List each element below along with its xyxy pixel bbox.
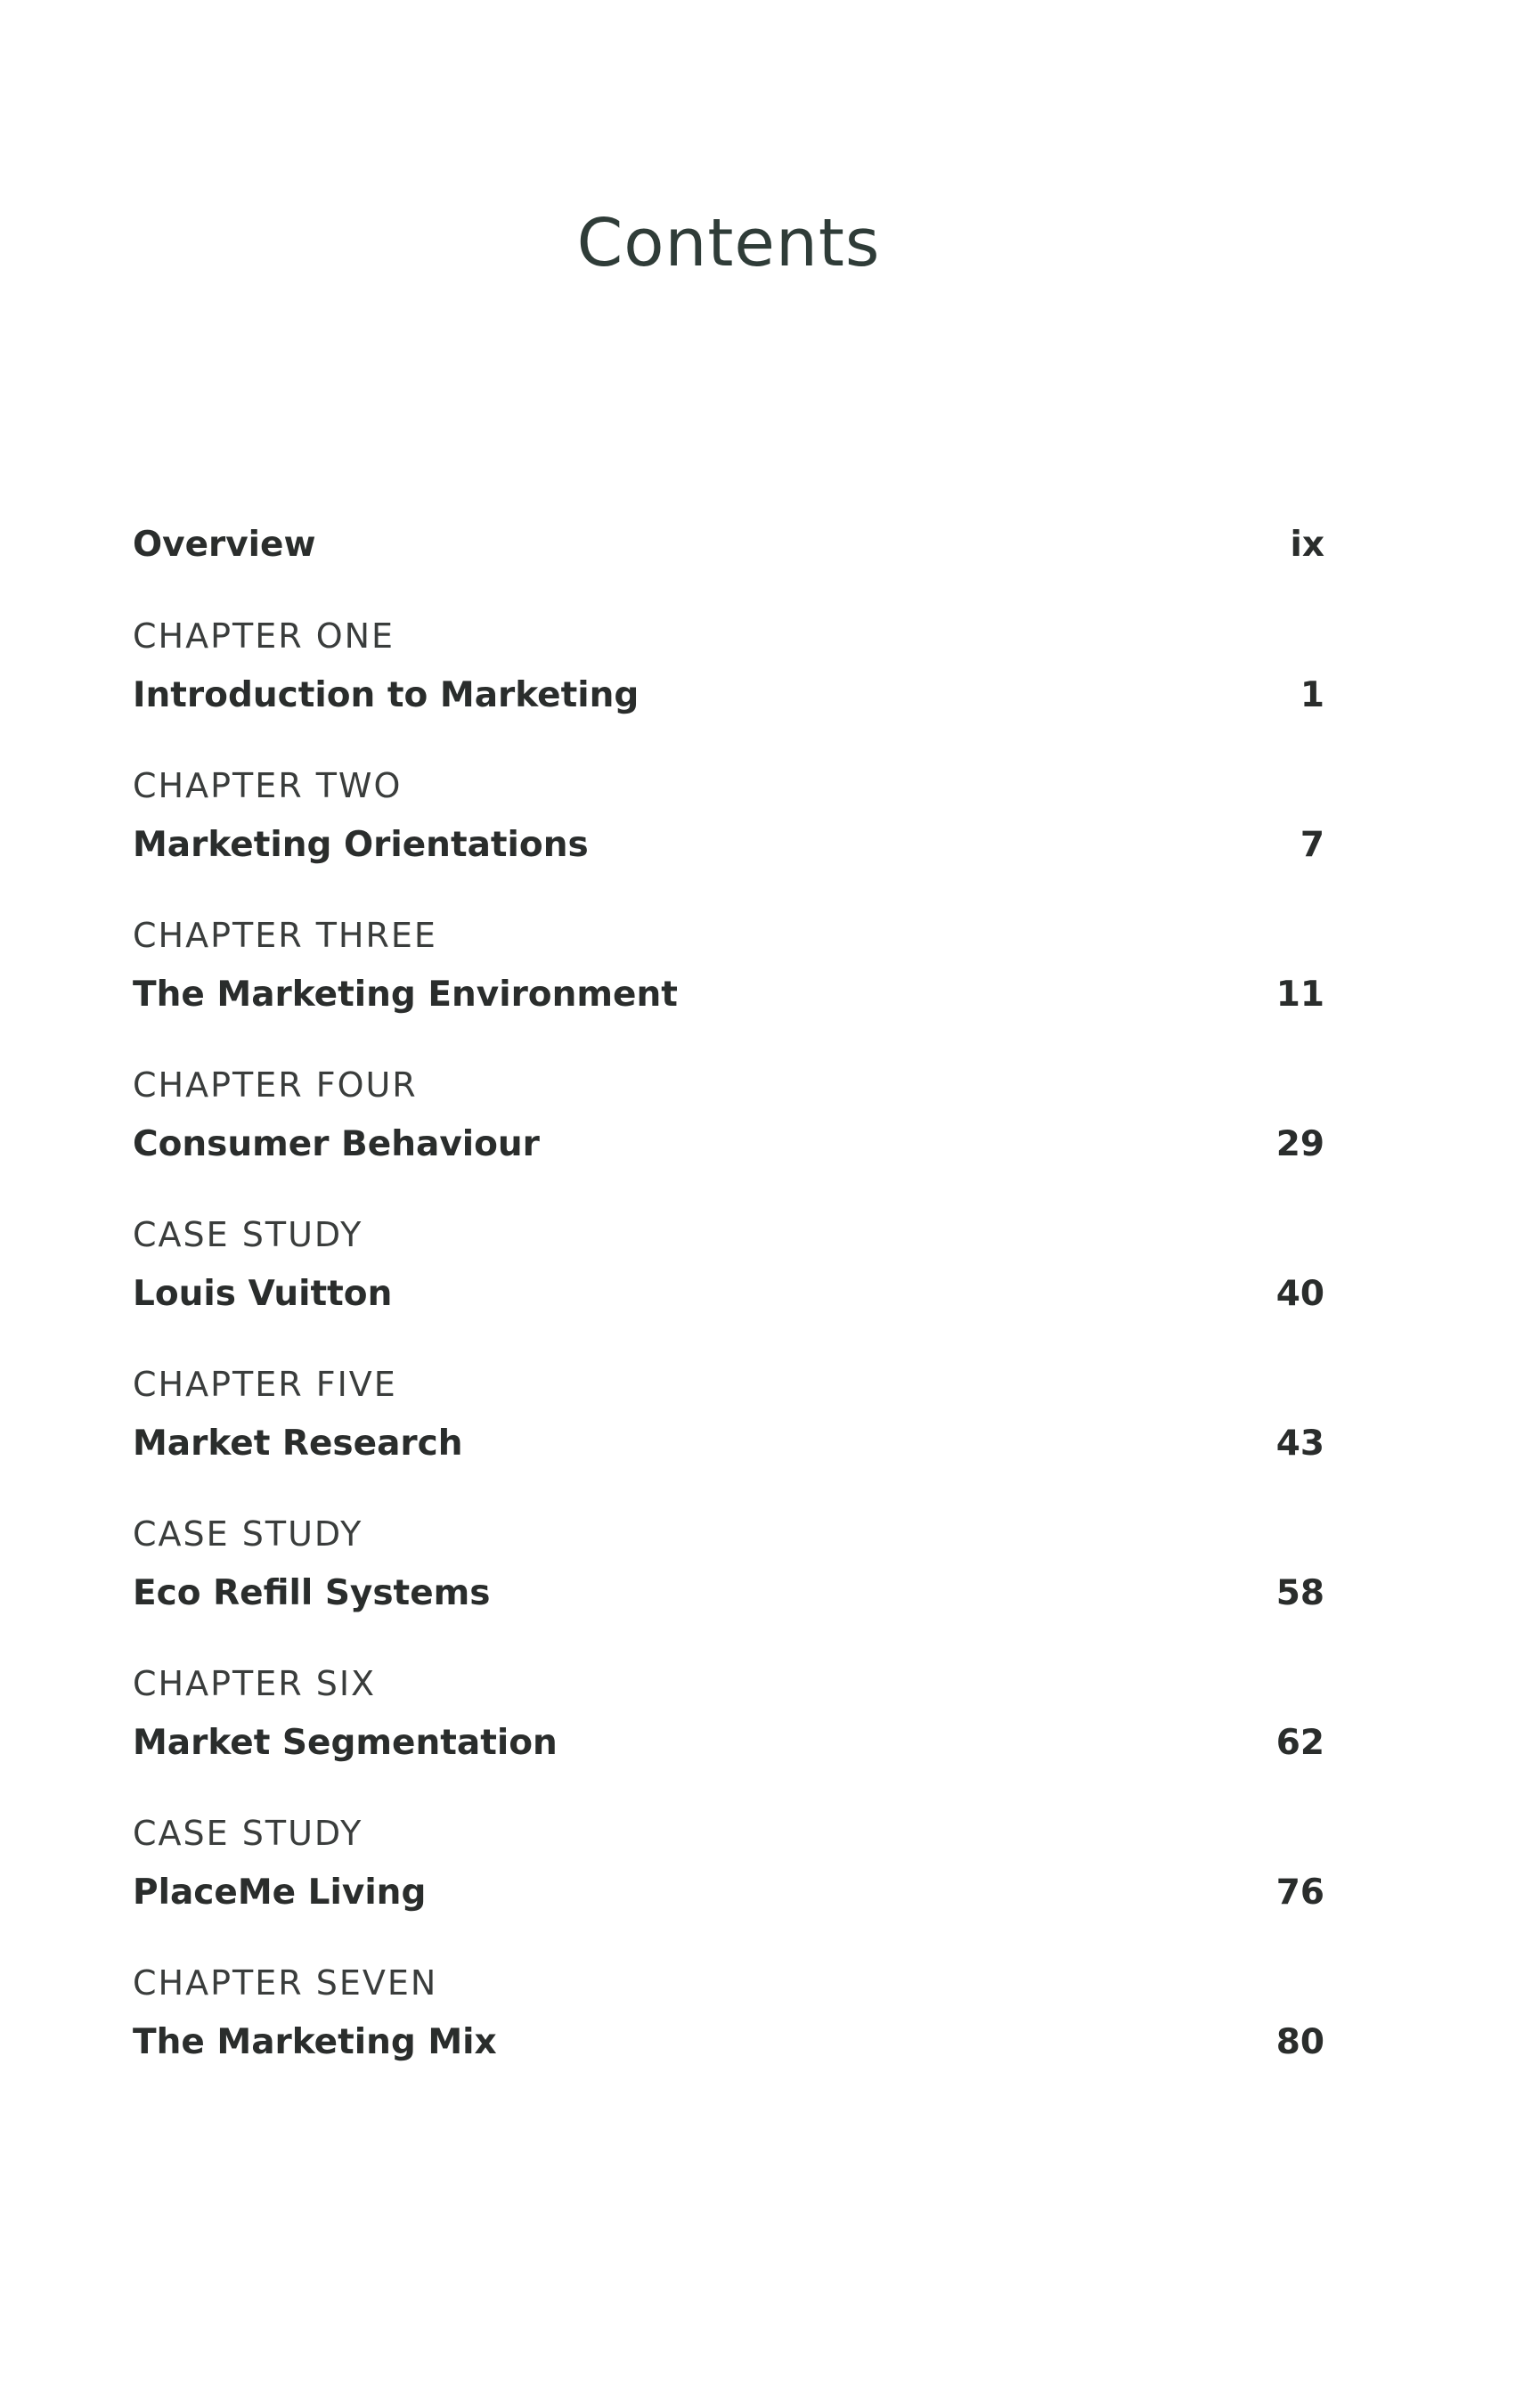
toc-entry-label bbox=[133, 1811, 1324, 1856]
entry-title: Louis Vuitton bbox=[133, 1274, 393, 1314]
toc-entry[interactable] bbox=[133, 673, 1324, 718]
entry-title: Market Segmentation bbox=[133, 1723, 558, 1763]
entry-page-number: 80 bbox=[1275, 2022, 1324, 2062]
chapter-label: CHAPTER SEVEN bbox=[133, 1963, 438, 2003]
chapter-label: CHAPTER SIX bbox=[133, 1664, 377, 1703]
entry-page-number: 29 bbox=[1275, 1124, 1324, 1164]
toc-entry-label bbox=[133, 1212, 1324, 1257]
entry-title: The Marketing Environment bbox=[133, 975, 678, 1015]
chapter-label: CHAPTER THREE bbox=[133, 916, 437, 955]
entry-page-number: 43 bbox=[1275, 1424, 1324, 1464]
entry-page-number: 58 bbox=[1275, 1573, 1324, 1613]
toc-entry[interactable] bbox=[133, 1272, 1324, 1317]
toc-entry-label bbox=[133, 1661, 1324, 1706]
toc-entry[interactable] bbox=[133, 1122, 1324, 1167]
toc-entry[interactable] bbox=[133, 2020, 1324, 2065]
toc-entry-label bbox=[133, 913, 1324, 958]
toc-entry[interactable] bbox=[133, 1422, 1324, 1466]
toc-entry-label bbox=[133, 1362, 1324, 1407]
toc-entry[interactable] bbox=[133, 823, 1324, 868]
entry-page-number: ix bbox=[1290, 525, 1324, 565]
entry-title: Market Research bbox=[133, 1424, 463, 1464]
chapter-label: CHAPTER ONE bbox=[133, 616, 395, 656]
chapter-label: CHAPTER FIVE bbox=[133, 1365, 397, 1404]
page-title: Contents bbox=[576, 205, 881, 281]
toc-entry[interactable] bbox=[133, 1871, 1324, 1915]
entry-title: Introduction to Marketing bbox=[133, 675, 640, 715]
entry-page-number: 1 bbox=[1300, 675, 1324, 715]
entry-title: Consumer Behaviour bbox=[133, 1124, 540, 1164]
entry-page-number: 7 bbox=[1300, 825, 1324, 865]
toc-entry-label bbox=[133, 614, 1324, 658]
chapter-label: CASE STUDY bbox=[133, 1514, 363, 1554]
toc-entry-label bbox=[133, 1063, 1324, 1107]
toc-entry[interactable] bbox=[133, 973, 1324, 1017]
toc-entry-label bbox=[133, 1512, 1324, 1556]
chapter-label: CHAPTER FOUR bbox=[133, 1065, 418, 1105]
entry-title: The Marketing Mix bbox=[133, 2022, 497, 2062]
toc-entry[interactable] bbox=[133, 1721, 1324, 1766]
entry-title: Overview bbox=[133, 525, 316, 565]
entry-page-number: 40 bbox=[1275, 1274, 1324, 1314]
chapter-label: CASE STUDY bbox=[133, 1215, 363, 1254]
entry-page-number: 76 bbox=[1275, 1873, 1324, 1913]
entry-page-number: 11 bbox=[1275, 975, 1324, 1015]
entry-title: Marketing Orientations bbox=[133, 825, 589, 865]
chapter-label: CASE STUDY bbox=[133, 1814, 363, 1853]
entry-page-number: 62 bbox=[1275, 1723, 1324, 1763]
toc-entry[interactable] bbox=[133, 1571, 1324, 1616]
toc-entry-overview[interactable] bbox=[133, 523, 1324, 567]
toc-entry-label bbox=[133, 1961, 1324, 2005]
toc-entry-label bbox=[133, 763, 1324, 808]
entry-title: Eco Refill Systems bbox=[133, 1573, 491, 1613]
entry-title: PlaceMe Living bbox=[133, 1873, 427, 1913]
chapter-label: CHAPTER TWO bbox=[133, 766, 403, 805]
